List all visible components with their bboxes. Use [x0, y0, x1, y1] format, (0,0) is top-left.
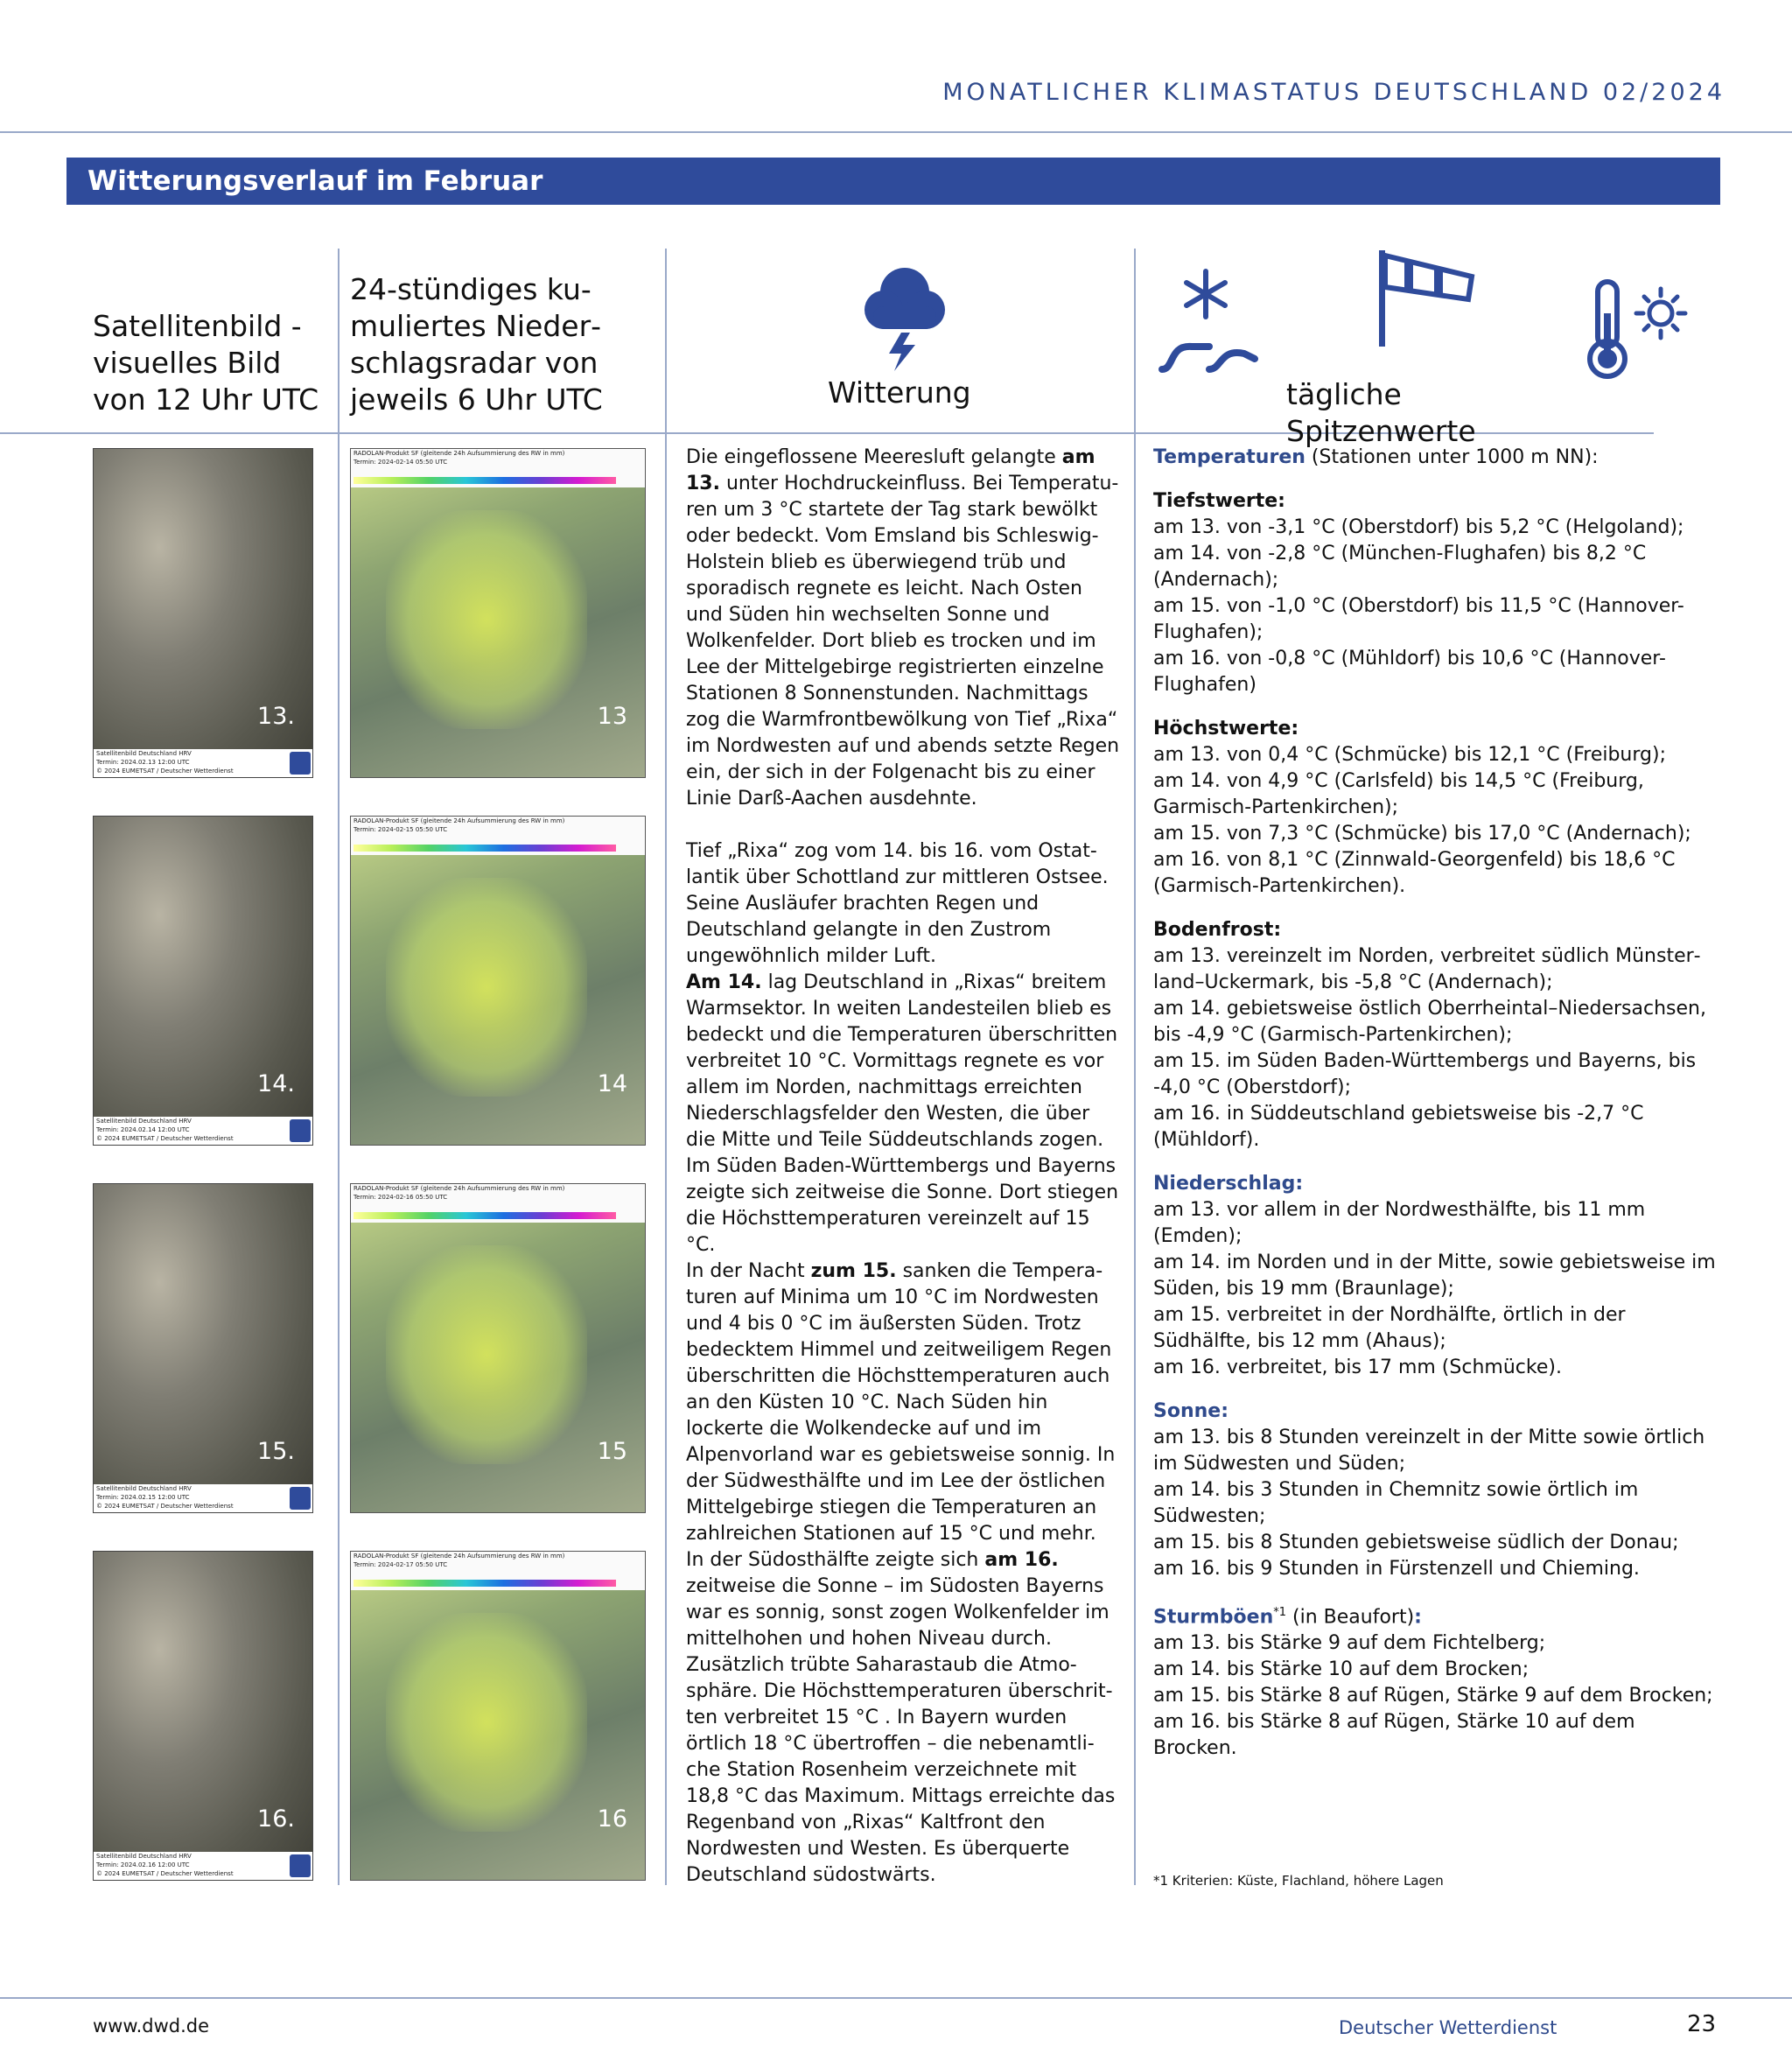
cloud-lightning-icon: [858, 259, 948, 376]
satellite-image: [93, 816, 313, 1146]
caption-line: Termin: 2024.02.13 12:00 UTC: [96, 759, 190, 766]
gust-line: am 14. bis Stärke 10 auf dem Brocken;: [1153, 1658, 1530, 1681]
section-banner: [66, 158, 1720, 205]
column-divider: [338, 249, 340, 1885]
text-run-bold: am 16.: [984, 1549, 1059, 1571]
precipitation-line: am 16. verbreitet, bis 17 mm (Schmücke).: [1153, 1356, 1562, 1378]
image-caption: [94, 749, 312, 777]
text-run: Die eingeflossene Meeresluft gelangte: [686, 446, 1062, 468]
column-divider: [665, 249, 667, 1885]
weather-paragraph: [686, 1258, 1120, 1547]
page-number: 23: [1687, 2011, 1717, 2037]
radar-image: [350, 1551, 646, 1881]
frost-line: am 16. in Süddeutschland gebietsweise bis -2,7 °C (Mühldorf).: [1153, 1103, 1644, 1151]
gust-line: am 16. bis Stärke 8 auf Rügen, Stärke 10 auf dem Brocken.: [1153, 1711, 1635, 1760]
sun-line: am 15. bis 8 Stunden gebietsweise südlich der Donau;: [1153, 1532, 1679, 1553]
column-divider: [1134, 249, 1136, 1885]
precipitation-field: [386, 1613, 587, 1832]
dwd-logo-icon: [290, 1854, 311, 1877]
image-caption: [94, 1484, 312, 1512]
day-label: 16: [597, 1805, 627, 1833]
footer-link[interactable]: www.dwd.de: [93, 2015, 210, 2036]
sun-heading: Sonne:: [1153, 1400, 1229, 1422]
text-run: In der Nacht: [686, 1260, 811, 1282]
image-caption: [94, 1852, 312, 1880]
min-heading: Tiefstwerte:: [1153, 490, 1285, 512]
text-run: (Stationen unter 1000 m NN):: [1305, 446, 1599, 468]
text-run: lag Deutschland in „Rixas“ breitem Warmsektor. In weiten Landesteilen blieb es bedeckt und die Temperaturen überschritten verbreitet 10 °C. Vormittags regnete es vor allem im Norden, nachmittags erreichten Niederschlagsfelder den Westen, die über die Mitte und Teile Süddeutschlands zogen. Im Süden Baden-Württembergs und Bayerns zeigte sich zeitweise die Sonne. Dort stiegen die Höchsttemperaturen vereinzelt auf 15 °C.: [686, 971, 1119, 1256]
thermometer-sun-icon: [1575, 278, 1689, 385]
radar-image: [350, 816, 646, 1146]
day-label: 14: [597, 1070, 627, 1097]
dwd-logo-icon: [290, 752, 311, 775]
text-run-bold: am 13.: [686, 446, 1096, 494]
caption-line: Satellitenbild Deutschland HRV: [96, 750, 192, 757]
precipitation-line: am 13. vor allem in der Nordwesthälfte, bis 11 mm (Emden);: [1153, 1199, 1646, 1247]
max-line: am 15. von 7,3 °C (Schmücke) bis 17,0 °C (Andernach);: [1153, 823, 1691, 845]
gust-line: am 15. bis Stärke 8 auf Rügen, Stärke 9 auf dem Brocken;: [1153, 1685, 1713, 1707]
radar-color-scale: [354, 1212, 616, 1219]
column-header-weather: Witterung: [828, 375, 971, 410]
precipitation-field: [386, 510, 587, 729]
peak-values: [1153, 445, 1720, 1762]
precipitation-line: am 14. im Norden und in der Mitte, sowie gebietsweise im Süden, bis 19 mm (Braunlage);: [1153, 1251, 1716, 1300]
day-label: 16.: [257, 1805, 295, 1833]
min-line: am 13. von -3,1 °C (Oberstdorf) bis 5,2 °C (Helgoland);: [1153, 516, 1684, 538]
max-heading: Höchstwerte:: [1153, 718, 1299, 740]
weather-text: [686, 445, 1120, 1889]
caption-line: © 2024 EUMETSAT / Deutscher Wetterdienst: [96, 1135, 234, 1142]
text-run: sanken die Temperaturen auf Minima um 10 °C im Nordwesten und 4 bis 0 °C im äußersten Süden. Trotz bedecktem Himmel und zeitweiligem Regen überschritten die Höchsttemperaturen auch an den Küsten 10 °C. Nach Süden hin lockerte die Wolkendecke auf und im Alpenvorland war es gebietsweise sonnig. In der Südwesthälfte und im Lee der östlichen Mittelgebirge stiegen die Temperaturen an zahlreichen Stationen auf 15 °C und mehr.: [686, 1260, 1116, 1545]
min-line: am 14. von -2,8 °C (München-Flughafen) bis 8,2 °C (Andernach);: [1153, 543, 1647, 591]
page-header-title: MONATLICHER KLIMASTATUS DEUTSCHLAND 02/2024: [942, 79, 1726, 106]
column-header-radar: 24-stündiges kumuliertes Niederschlagsradar von jeweils 6 Uhr UTC: [350, 272, 603, 417]
text-run-bold: Am 14.: [686, 971, 762, 993]
weather-paragraph: Tief „Rixa“ zog vom 14. bis 16. vom Ostatlantik über Schottland zur mittleren Ostsee. Seine Ausläufer brachten Regen und Deutschland gelangte in den Zustrom ungewöhnlich milder Luft.: [686, 840, 1109, 967]
radar-image: [350, 448, 646, 778]
day-label: 13: [597, 703, 627, 730]
snowflake-road-icon: [1157, 266, 1262, 378]
caption-line: Satellitenbild Deutschland HRV: [96, 1485, 192, 1492]
temperature-heading: [1153, 445, 1720, 471]
satellite-image: [93, 448, 313, 778]
dwd-logo-icon: [290, 1487, 311, 1510]
text-run-bold: zum 15.: [810, 1260, 897, 1282]
sun-line: am 16. bis 9 Stunden in Fürstenzell und Chieming.: [1153, 1558, 1640, 1580]
precipitation-heading: Niederschlag:: [1153, 1173, 1304, 1195]
radar-term: Termin: 2024-02-14 05:50 UTC: [354, 459, 448, 466]
weather-paragraph: [686, 970, 1120, 1258]
satellite-image: [93, 1183, 313, 1513]
caption-line: Termin: 2024.02.14 12:00 UTC: [96, 1126, 190, 1133]
radar-title: RADOLAN-Produkt SF (gleitende 24h Aufsummierung des RW in mm): [354, 450, 565, 457]
footer-rule: [0, 1997, 1792, 1999]
weather-paragraph: [686, 445, 1120, 812]
caption-line: © 2024 EUMETSAT / Deutscher Wetterdienst: [96, 1503, 234, 1510]
header-rule: [0, 131, 1792, 133]
radar-title: RADOLAN-Produkt SF (gleitende 24h Aufsummierung des RW in mm): [354, 817, 565, 824]
image-caption: [94, 1117, 312, 1145]
radar-color-scale: [354, 1580, 616, 1587]
sun-line: am 14. bis 3 Stunden in Chemnitz sowie örtlich im Südwesten;: [1153, 1479, 1639, 1527]
caption-line: Satellitenbild Deutschland HRV: [96, 1853, 192, 1860]
dwd-logo-icon: [290, 1119, 311, 1142]
satellite-image: [93, 1551, 313, 1881]
precipitation-field: [386, 1245, 587, 1464]
caption-line: © 2024 EUMETSAT / Deutscher Wetterdienst: [96, 1870, 234, 1877]
gust-line: am 13. bis Stärke 9 auf dem Fichtelberg;: [1153, 1632, 1546, 1655]
gust-heading: [1153, 1600, 1720, 1630]
column-header-satellite: Satellitenbild - visuelles Bild von 12 Uhr UTC: [93, 309, 319, 417]
day-label: 15.: [257, 1438, 295, 1465]
radar-title: RADOLAN-Produkt SF (gleitende 24h Aufsummierung des RW in mm): [354, 1553, 565, 1560]
column-header-peaks: tägliche Spitzenwerte: [1286, 377, 1476, 448]
day-label: 13.: [257, 703, 295, 730]
text-run-bold: Temperaturen: [1153, 446, 1306, 468]
caption-line: Satellitenbild Deutschland HRV: [96, 1118, 192, 1125]
day-label: 15: [597, 1438, 627, 1465]
footnote: *1 Kriterien: Küste, Flachland, höhere Lagen: [1153, 1873, 1444, 1889]
footer-organization: Deutscher Wetterdienst: [1339, 2017, 1558, 2038]
radar-color-scale: [354, 845, 616, 852]
max-line: am 16. von 8,1 °C (Zinnwald-Georgenfeld) bis 18,6 °C (Garmisch-Partenkirchen).: [1153, 849, 1676, 897]
text-run: (in Beaufort): [1286, 1606, 1415, 1629]
windsock-icon: [1374, 247, 1479, 355]
radar-image: [350, 1183, 646, 1513]
frost-line: am 14. gebietsweise östlich Oberrheintal–Niedersachsen, bis -4,9 °C (Garmisch-Partenkirchen);: [1153, 998, 1706, 1046]
precipitation-line: am 15. verbreitet in der Nordhälfte, örtlich in der Südhälfte, bis 12 mm (Ahaus);: [1153, 1304, 1626, 1352]
radar-term: Termin: 2024-02-16 05:50 UTC: [354, 1194, 448, 1201]
max-line: am 14. von 4,9 °C (Carlsfeld) bis 14,5 °C (Freiburg, Garmisch-Partenkirchen);: [1153, 770, 1644, 818]
max-line: am 13. von 0,4 °C (Schmücke) bis 12,1 °C (Freiburg);: [1153, 744, 1666, 766]
radar-term: Termin: 2024-02-15 05:50 UTC: [354, 826, 448, 833]
text-run-bold: Sturmböen: [1153, 1606, 1274, 1629]
frost-line: am 15. im Süden Baden-Württembergs und Bayerns, bis -4,0 °C (Oberstdorf);: [1153, 1050, 1697, 1098]
text-run: zeitweise die Sonne – im Südosten Bayerns war es sonnig, sonst zogen Wolkenfelder im mittelhohen und hohen Niveau durch. Zusätzlich trübte Saharastaub die Atmosphäre. Die Höchsttemperaturen überschritten verbreitet 15 °C . In Bayern wurden örtlich 18 °C übertroffen – die nebenamtliche Station Rosenheim verzeichnete mit 18,8 °C das Maximum. Mittags erreichte das Regenband von „Rixas“ Kaltfront den Nordwesten und Westen. Es überquerte Deutschland südostwärts.: [686, 1575, 1116, 1886]
day-label: 14.: [257, 1070, 295, 1097]
weather-paragraph: [686, 1547, 1120, 1889]
radar-term: Termin: 2024-02-17 05:50 UTC: [354, 1561, 448, 1568]
text-run: In der Südosthälfte zeigte sich: [686, 1549, 985, 1571]
caption-line: Termin: 2024.02.16 12:00 UTC: [96, 1861, 190, 1868]
radar-title: RADOLAN-Produkt SF (gleitende 24h Aufsummierung des RW in mm): [354, 1185, 565, 1192]
section-title: Witterungsverlauf im Februar: [88, 165, 543, 197]
min-line: am 16. von -0,8 °C (Mühldorf) bis 10,6 °C (Hannover-Flughafen): [1153, 648, 1666, 696]
min-line: am 15. von -1,0 °C (Oberstdorf) bis 11,5 °C (Hannover-Flughafen);: [1153, 595, 1684, 643]
text-run: unter Hochdruckeinfluss. Bei Temperaturen um 3 °C startete der Tag stark bewölkt oder bedeckt. Vom Emsland bis Schleswig-Holstein blieb es überwiegend trüb und sporadisch regnete es leicht. Nach Osten und Süden hin wechselten Sonne und Wolkenfelder. Dort blieb es trocken und im Lee der Mittelgebirge registrierten einzelne Stationen 8 Sonnenstunden. Nachmittags zog die Warmfrontbewölkung von Tief „Rixa“ im Nordwesten auf und abends setzte Regen ein, der sich in der Folgenacht bis zu einer Linie Darß-Aachen ausdehnte.: [686, 473, 1120, 810]
text-run-bold: :: [1414, 1606, 1422, 1629]
radar-color-scale: [354, 477, 616, 484]
precipitation-field: [386, 878, 587, 1097]
caption-line: Termin: 2024.02.15 12:00 UTC: [96, 1494, 190, 1501]
frost-heading: Bodenfrost:: [1153, 919, 1282, 941]
sun-line: am 13. bis 8 Stunden vereinzelt in der Mitte sowie örtlich im Südwesten und Süden;: [1153, 1427, 1705, 1475]
frost-line: am 13. vereinzelt im Norden, verbreitet südlich Münsterland–Uckermark, bis -5,8 °C (Andernach);: [1153, 945, 1701, 993]
footnote-marker: *1: [1273, 1606, 1287, 1619]
caption-line: © 2024 EUMETSAT / Deutscher Wetterdienst: [96, 768, 234, 775]
